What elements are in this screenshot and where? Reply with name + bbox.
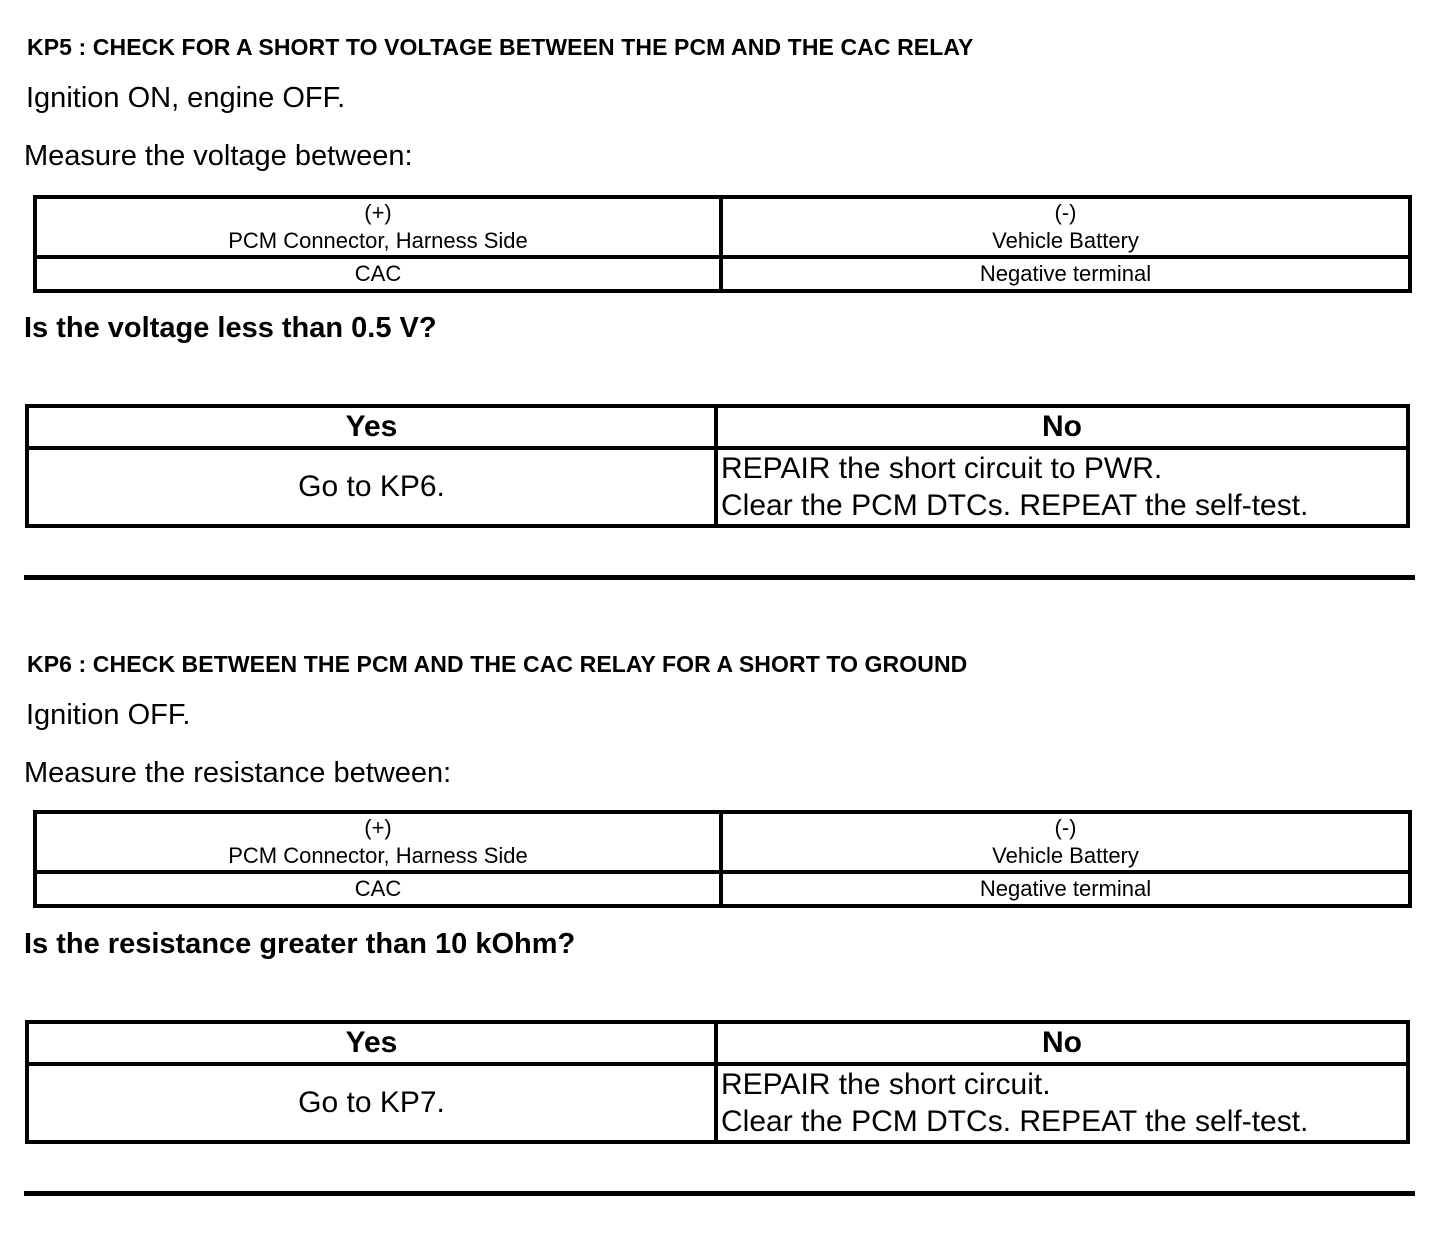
positive-probe-header [35, 812, 721, 872]
negative-label: Vehicle Battery [992, 228, 1139, 253]
positive-probe-value: CAC [35, 257, 721, 291]
measure-instruction: Measure the resistance between: [24, 757, 452, 789]
test-condition: Ignition ON, engine OFF. [26, 82, 346, 114]
no-action [716, 1064, 1408, 1142]
section-divider [24, 1191, 1415, 1196]
test-condition: Ignition OFF. [26, 699, 191, 731]
result-table [25, 404, 1410, 528]
measure-instruction: Measure the voltage between: [24, 140, 413, 172]
no-header: No [716, 1022, 1408, 1064]
negative-symbol: (-) [1054, 200, 1077, 225]
no-action-line: REPAIR the short circuit to PWR. [721, 452, 1163, 485]
negative-label: Vehicle Battery [992, 843, 1139, 868]
negative-probe-header [721, 197, 1410, 257]
positive-probe-value: CAC [35, 872, 721, 906]
negative-symbol: (-) [1054, 815, 1077, 840]
negative-probe-value: Negative terminal [721, 872, 1410, 906]
no-action-line: Clear the PCM DTCs. REPEAT the self-test. [721, 1105, 1309, 1138]
test-question: Is the voltage less than 0.5 V? [24, 312, 437, 344]
negative-probe-header [721, 812, 1410, 872]
measurement-table [33, 810, 1412, 908]
positive-symbol: (+) [364, 815, 392, 840]
yes-header: Yes [27, 406, 716, 448]
test-question: Is the resistance greater than 10 kOhm? [24, 928, 576, 960]
positive-symbol: (+) [364, 200, 392, 225]
no-action [716, 448, 1408, 526]
positive-probe-header [35, 197, 721, 257]
negative-probe-value: Negative terminal [721, 257, 1410, 291]
positive-label: PCM Connector, Harness Side [228, 843, 528, 868]
section-divider [24, 575, 1415, 580]
no-header: No [716, 406, 1408, 448]
result-table [25, 1020, 1410, 1144]
yes-action: Go to KP7. [27, 1064, 716, 1142]
yes-action: Go to KP6. [27, 448, 716, 526]
no-action-line: REPAIR the short circuit. [721, 1068, 1051, 1101]
positive-label: PCM Connector, Harness Side [228, 228, 528, 253]
section-heading: KP6 : CHECK BETWEEN THE PCM AND THE CAC RELAY FOR A SHORT TO GROUND [27, 651, 968, 677]
section-heading: KP5 : CHECK FOR A SHORT TO VOLTAGE BETWEEN THE PCM AND THE CAC RELAY [27, 34, 974, 60]
no-action-line: Clear the PCM DTCs. REPEAT the self-test. [721, 489, 1309, 522]
yes-header: Yes [27, 1022, 716, 1064]
measurement-table [33, 195, 1412, 293]
